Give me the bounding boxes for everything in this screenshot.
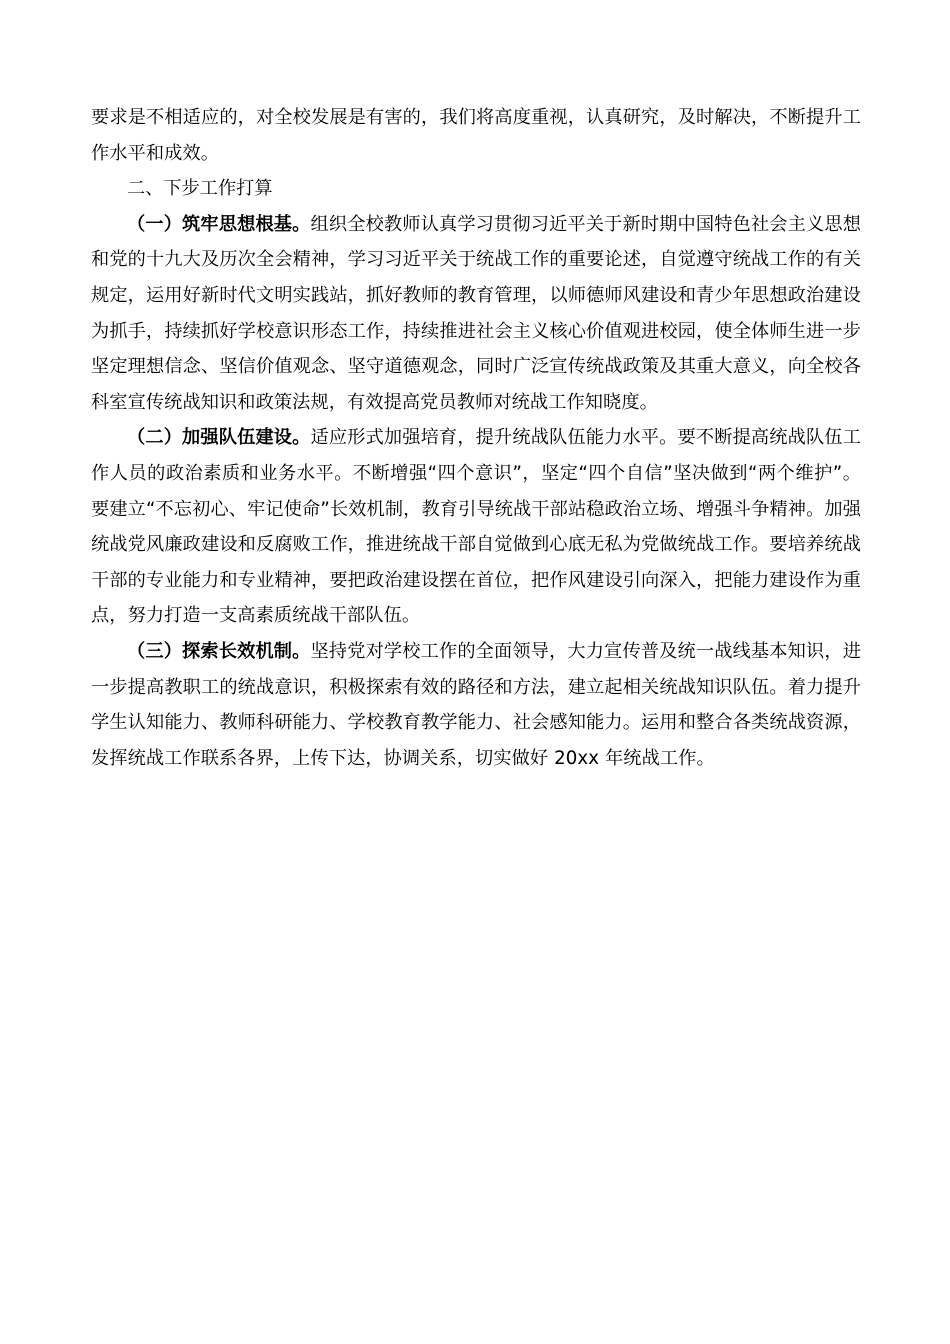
item-two-paragraph [91,420,861,634]
item-three-body: 坚持党对学校工作的全面领导，大力宣传普及统一战线基本知识，进一步提高教职工的统战意识，积极探索有效的路径和方法，建立起相关统战知识队伍。着力提升学生认知能力、教师科研能力、学校教育教学能力、社会感知能力。运用和整合各类统战资源，发挥统战工作联系各界，上传下达，协调关系，切实做好 20xx 年统战工作。 [91,640,861,769]
item-two-lead: （二）加强队伍建设。 [127,427,311,449]
item-one-paragraph [91,207,861,421]
intro-paragraph: 要求是不相适应的，对全校发展是有害的，我们将高度重视，认真研究，及时解决，不断提升工作水平和成效。 [91,107,861,164]
item-three-paragraph [91,634,861,776]
item-one-body: 组织全校教师认真学习贯彻习近平关于新时期中国特色社会主义思想和党的十九大及历次全会精神，学习习近平关于统战工作的重要论述，自觉遵守统战工作的有关规定，运用好新时代文明实践站，抓好教师的教育管理，以师德师风建设和青少年思想政治建设为抓手，持续抓好学校意识形态工作，持续推进社会主义核心价值观进校园，使全体师生进一步坚定理想信念、坚信价值观念、坚守道德观念，同时广泛宣传统战政策及其重大意义，向全校各科室宣传统战知识和政策法规，有效提高党员教师对统战工作知晓度。 [91,213,861,413]
document-page [91,100,861,776]
item-three-lead: （三）探索长效机制。 [127,640,311,662]
section-two-heading: 二、下步工作打算 [127,178,273,200]
item-one-lead: （一）筑牢思想根基。 [127,213,311,235]
item-two-body: 适应形式加强培育，提升统战队伍能力水平。要不断提高统战队伍工作人员的政治素质和业务水平。不断增强“四个意识”，坚定“四个自信”坚决做到“两个维护”。要建立“不忘初心、牢记使命”长效机制，教育引导统战干部站稳政治立场、增强斗争精神。加强统战党风廉政建设和反腐败工作，推进统战干部自觉做到心底无私为党做统战工作。要培养统战干部的专业能力和专业精神，要把政治建设摆在首位，把作风建设引向深入，把能力建设作为重点，努力打造一支高素质统战干部队伍。 [91,427,861,627]
